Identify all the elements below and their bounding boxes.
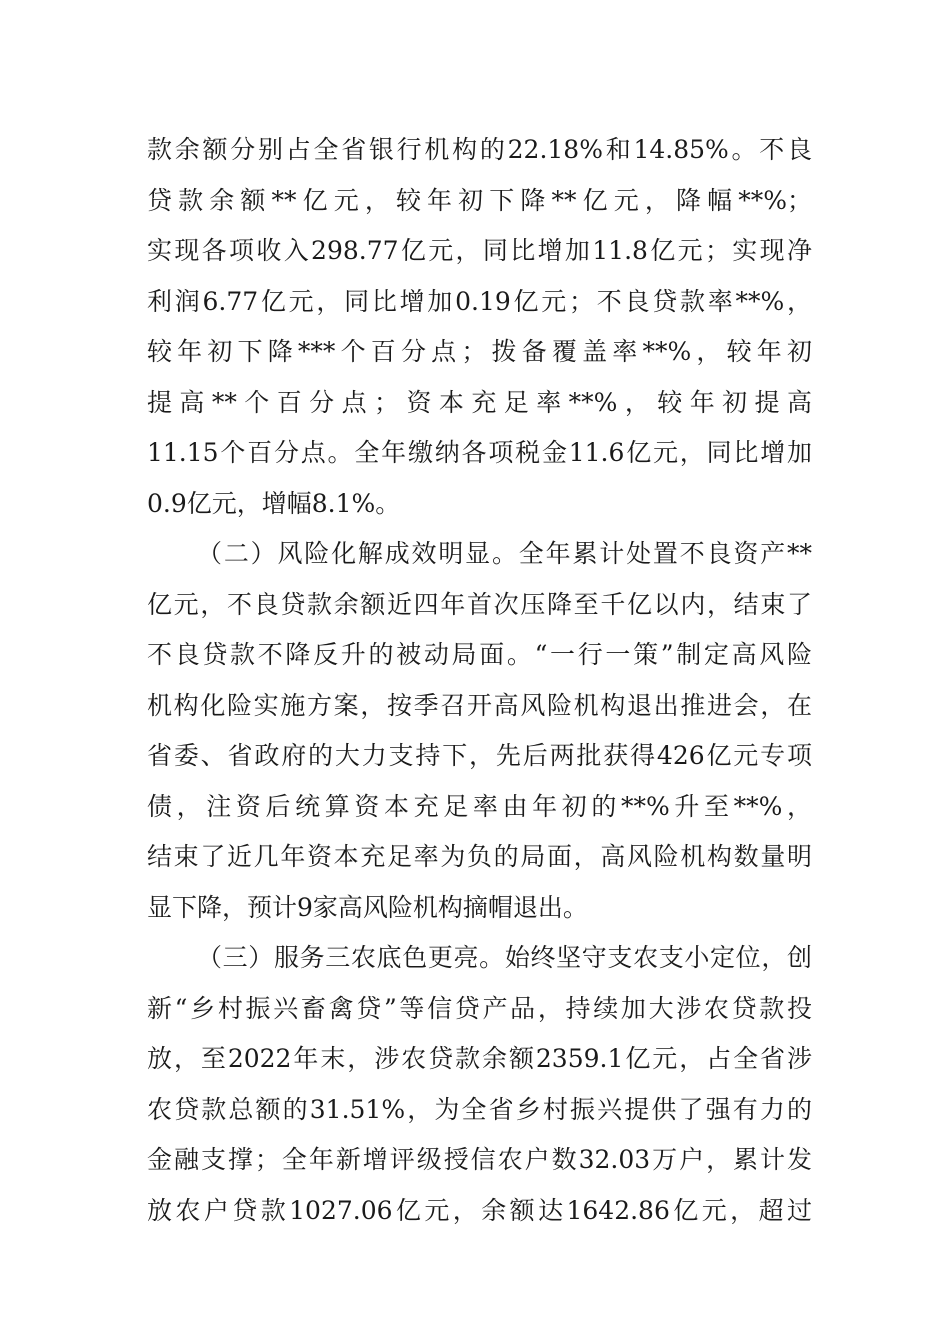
paragraph-heading-line: （二）风险化解成效明显。全年累计处置不良资产** xyxy=(197,539,812,568)
text-line: 省委、省政府的大力支持下，先后两批获得426亿元专项 xyxy=(147,741,812,770)
text-line: 机构化险实施方案，按季召开高风险机构退出推进会，在 xyxy=(147,690,812,720)
text-line: 款余额分别占全省银行机构的22.18%和14.85%。不良 xyxy=(147,135,812,164)
text-line: 放，至2022年末，涉农贷款余额2359.1亿元，占全省涉 xyxy=(147,1044,812,1073)
text-line: 贷款余额**亿元，较年初下降**亿元，降幅**%； xyxy=(147,185,812,215)
paragraph-heading-line: （三）服务三农底色更亮。始终坚守支农支小定位，创 xyxy=(197,943,812,972)
paragraph-3 xyxy=(147,933,812,1236)
text-line: 较年初下降***个百分点；拨备覆盖率**%，较年初 xyxy=(147,337,812,366)
text-line: 亿元，不良贷款余额近四年首次压降至千亿以内，结束了 xyxy=(147,589,812,619)
text-line: 放农户贷款1027.06亿元，余额达1642.86亿元，超过 xyxy=(147,1195,812,1225)
text-line: 不良贷款不降反升的被动局面。“一行一策”制定高风险 xyxy=(147,640,812,669)
text-line: 农贷款总额的31.51%，为全省乡村振兴提供了强有力的 xyxy=(147,1094,812,1124)
text-line: 新“乡村振兴畜禽贷”等信贷产品，持续加大涉农贷款投 xyxy=(147,993,812,1023)
text-line: 实现各项收入298.77亿元，同比增加11.8亿元；实现净 xyxy=(147,236,812,265)
text-line: 0.9亿元，增幅8.1%。 xyxy=(147,488,401,518)
text-line: 显下降，预计9家高风险机构摘帽退出。 xyxy=(147,892,588,922)
paragraph-1 xyxy=(147,125,812,529)
text-line: 利润6.77亿元，同比增加0.19亿元；不良贷款率**%， xyxy=(147,286,812,316)
paragraph-2 xyxy=(147,529,812,933)
text-line: 债，注资后统算资本充足率由年初的**%升至**%， xyxy=(147,791,812,821)
text-line: 11.15个百分点。全年缴纳各项税金11.6亿元，同比增加 xyxy=(147,438,812,467)
text-line: 金融支撑；全年新增评级授信农户数32.03万户，累计发 xyxy=(147,1145,812,1174)
document-body xyxy=(147,125,812,1236)
text-line: 结束了近几年资本充足率为负的局面，高风险机构数量明 xyxy=(147,842,812,871)
text-line: 提高**个百分点；资本充足率**%，较年初提高 xyxy=(147,387,812,417)
